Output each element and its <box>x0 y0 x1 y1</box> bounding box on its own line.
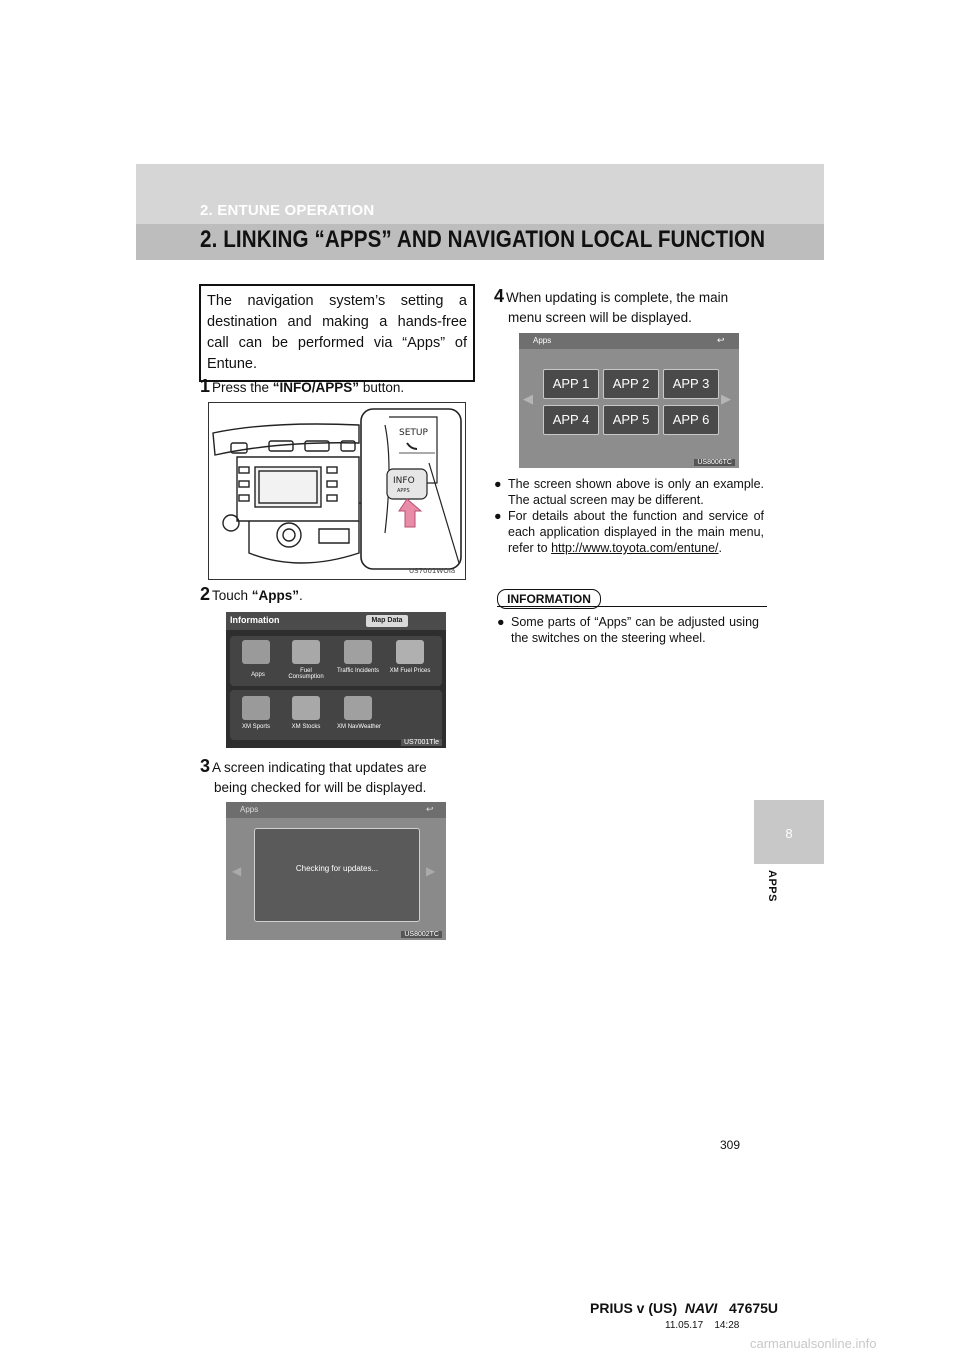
app-3-button[interactable]: APP 3 <box>663 369 719 399</box>
fuel-consumption-icon <box>292 640 320 664</box>
info-button-label: INFO <box>393 476 415 486</box>
next-arrow-icon[interactable]: ▶ <box>721 391 731 406</box>
information-item: ● Some parts of “Apps” can be adjusted using the switches on the steering wheel. <box>497 615 759 645</box>
traffic-incidents-icon <box>344 640 372 664</box>
info-item-xm-stocks[interactable]: XM Stocks <box>291 724 321 730</box>
chapter-label: APPS <box>766 870 778 902</box>
info-item-fuel-consumption[interactable]: Fuel Consumption <box>288 668 324 680</box>
info-item-xm-navweather[interactable]: XM NavWeather <box>337 724 381 730</box>
figure-checking-screen <box>226 802 446 940</box>
step-3: 3 A screen indicating that updates are being checked for will be displayed. <box>200 756 427 795</box>
bullet-icon: ● <box>494 477 502 491</box>
app-4-button[interactable]: APP 4 <box>543 405 599 435</box>
intro-box: The navigation system’s setting a destination and making a hands-free call can be performed via “Apps” of Entune. <box>199 284 475 382</box>
info-screen-title: Information <box>230 615 280 625</box>
fuel-prices-icon <box>396 640 424 664</box>
next-arrow-icon: ▶ <box>426 864 436 878</box>
apps-button-label: APPS <box>397 488 410 494</box>
info-item-xm-sports[interactable]: XM Sports <box>241 724 270 730</box>
back-icon: ↩ <box>426 804 434 814</box>
watermark: carmanualsonline.info <box>750 1336 877 1351</box>
sports-icon <box>242 696 270 720</box>
app-1-button[interactable]: APP 1 <box>543 369 599 399</box>
figure-code: US8006TC <box>694 459 735 466</box>
figure-code: US7001Tle <box>401 739 442 746</box>
app-6-button[interactable]: APP 6 <box>663 405 719 435</box>
checking-dialog <box>254 828 420 922</box>
prev-arrow-icon: ◀ <box>232 864 242 878</box>
chapter-number: 8 <box>785 826 793 841</box>
setup-button-label: SETUP <box>399 428 428 438</box>
map-data-button[interactable]: Map Data <box>366 615 408 627</box>
step-4: 4 When updating is complete, the main menu screen will be displayed. <box>494 286 729 325</box>
bullet-details-link: ● For details about the function and service of each application displayed in the main menu, refer to http://www.toyota.com/entune/. <box>494 509 764 555</box>
stocks-icon <box>292 696 320 720</box>
step-1: 1 Press the “INFO/APPS” button. <box>200 376 405 396</box>
figure-code: US8002TC <box>401 931 442 938</box>
info-item-apps[interactable]: Apps <box>251 672 265 678</box>
back-icon[interactable]: ↩ <box>717 335 725 345</box>
information-divider <box>497 606 767 607</box>
model-line: PRIUS v (US) NAVI 47675U <box>590 1300 779 1316</box>
app-2-button[interactable]: APP 2 <box>603 369 659 399</box>
section-title: 2. ENTUNE OPERATION <box>200 202 375 219</box>
bullet-screen-example: ● The screen shown above is only an example. The actual screen may be different. <box>494 477 764 507</box>
app-5-button[interactable]: APP 5 <box>603 405 659 435</box>
weather-icon <box>344 696 372 720</box>
apps-screen-title: Apps <box>240 805 259 814</box>
figure-information-screen <box>226 612 446 748</box>
bullet-icon: ● <box>494 509 502 523</box>
apps-icon <box>242 640 270 664</box>
prev-arrow-icon[interactable]: ◀ <box>523 391 533 406</box>
figure-apps-menu <box>519 333 739 468</box>
info-item-xm-fuel-prices[interactable]: XM Fuel Prices <box>389 668 431 674</box>
bullet-icon: ● <box>497 615 505 629</box>
figure-code: US7001WOIa <box>409 567 456 575</box>
step-2: 2 Touch “Apps”. <box>200 584 303 604</box>
apps-screen-title: Apps <box>533 336 552 345</box>
checking-message: Checking for updates... <box>295 864 379 873</box>
page-number: 309 <box>720 1138 741 1152</box>
information-label: INFORMATION <box>497 589 601 609</box>
page-title: 2. LINKING “APPS” AND NAVIGATION LOCAL FUNCTION <box>200 226 766 253</box>
dashboard-illustration <box>209 403 465 579</box>
print-date: 11.05.17 14:28 <box>665 1320 740 1331</box>
info-item-traffic-incidents[interactable]: Traffic Incidents <box>336 668 380 674</box>
toyota-entune-link[interactable]: http://www.toyota.com/entune/ <box>551 541 719 555</box>
figure-dashboard <box>208 402 466 580</box>
